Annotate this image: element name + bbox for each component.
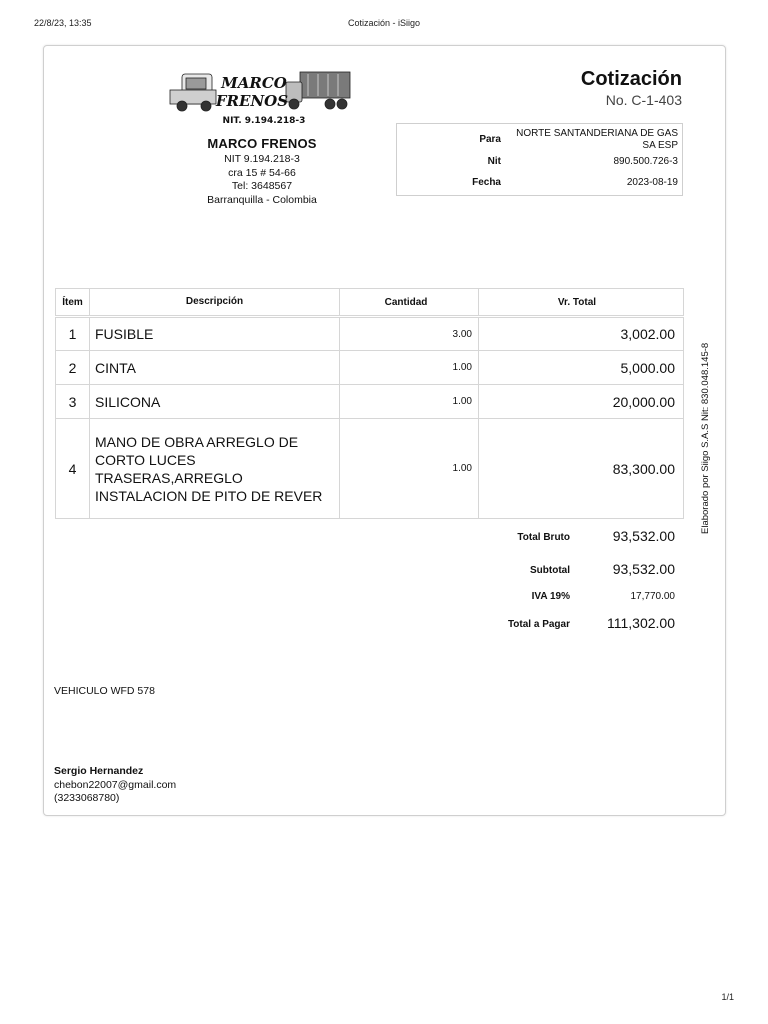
document-number: No. C-1-403 bbox=[605, 92, 682, 108]
row-description: CINTA bbox=[90, 351, 340, 385]
client-para-label: Para bbox=[479, 134, 501, 145]
total-pagar-row bbox=[464, 615, 683, 635]
header-item: Ítem bbox=[56, 289, 90, 316]
print-page-title: Cotización - iSiigo bbox=[347, 18, 421, 28]
logo-text-marco: MARCO bbox=[221, 74, 287, 92]
row-description: FUSIBLE bbox=[90, 318, 340, 351]
table-header-row bbox=[56, 289, 684, 316]
row-item: 2 bbox=[56, 351, 90, 385]
iva-row bbox=[464, 587, 683, 607]
total-bruto-label: Total Bruto bbox=[517, 532, 570, 543]
row-item: 1 bbox=[56, 318, 90, 351]
header-quantity: Cantidad bbox=[340, 289, 479, 316]
signer-email: chebon22007@gmail.com bbox=[54, 778, 177, 791]
total-bruto-value: 93,532.00 bbox=[612, 528, 675, 544]
logo-text-frenos: FRENOS bbox=[215, 92, 289, 110]
table-row bbox=[56, 419, 684, 519]
header-total: Vr. Total bbox=[479, 289, 684, 316]
signer-block bbox=[54, 765, 176, 806]
table-row bbox=[56, 318, 684, 351]
signer-name: Sergio Hernandez bbox=[54, 765, 144, 777]
client-fecha-label: Fecha bbox=[472, 177, 501, 188]
company-nit: NIT 9.194.218-3 bbox=[224, 153, 300, 165]
row-item: 3 bbox=[56, 385, 90, 419]
client-box bbox=[396, 123, 683, 196]
company-logo bbox=[168, 68, 354, 126]
company-city: Barranquilla - Colombia bbox=[207, 193, 317, 206]
row-quantity: 1.00 bbox=[340, 385, 479, 419]
logo-text-nit: NIT. 9.194.218-3 bbox=[222, 116, 306, 126]
document-title: Cotización bbox=[580, 68, 682, 90]
print-datetime: 22/8/23, 13:35 bbox=[34, 18, 92, 28]
row-quantity: 3.00 bbox=[340, 318, 479, 351]
client-para-value: NORTE SANTANDERIANA DE GAS SA ESP bbox=[516, 128, 678, 151]
row-quantity: 1.00 bbox=[340, 351, 479, 385]
totals-block bbox=[464, 528, 683, 635]
row-quantity: 1.00 bbox=[340, 419, 479, 519]
row-description: MANO DE OBRA ARREGLO DE CORTO LUCES TRASERAS,ARREGLO INSTALACION DE PITO DE REVER bbox=[90, 419, 340, 519]
quote-document bbox=[43, 45, 726, 816]
row-total: 5,000.00 bbox=[479, 351, 684, 385]
total-pagar-value: 111,302.00 bbox=[607, 615, 675, 631]
iva-label: IVA 19% bbox=[531, 591, 570, 602]
total-pagar-label: Total a Pagar bbox=[507, 619, 570, 630]
client-fecha-value: 2023-08-19 bbox=[626, 177, 678, 188]
subtotal-value: 93,532.00 bbox=[612, 561, 675, 577]
truck-logo-icon bbox=[168, 68, 354, 126]
total-bruto-row bbox=[464, 528, 683, 548]
side-note-text: Elaborado por Siigo S.A.S Nit: 830.048.145-8 bbox=[700, 342, 711, 534]
row-total: 20,000.00 bbox=[479, 385, 684, 419]
print-page-number: 1/1 bbox=[721, 992, 734, 1002]
row-description: SILICONA bbox=[90, 385, 340, 419]
company-info bbox=[184, 136, 340, 207]
subtotal-row bbox=[464, 561, 683, 581]
company-phone: Tel: 3648567 bbox=[231, 180, 293, 192]
client-nit-value: 890.500.726-3 bbox=[613, 156, 678, 167]
notes: VEHICULO WFD 578 bbox=[54, 685, 155, 697]
row-total: 3,002.00 bbox=[479, 318, 684, 351]
items-table bbox=[55, 288, 683, 519]
company-address: cra 15 # 54-66 bbox=[228, 166, 296, 179]
table-row bbox=[56, 385, 684, 419]
row-item: 4 bbox=[56, 419, 90, 519]
signer-phone: (3233068780) bbox=[54, 792, 120, 804]
row-total: 83,300.00 bbox=[479, 419, 684, 519]
iva-value: 17,770.00 bbox=[630, 591, 675, 602]
table-row bbox=[56, 351, 684, 385]
company-name: MARCO FRENOS bbox=[207, 136, 317, 151]
header-description: Descripción bbox=[90, 289, 340, 316]
client-nit-label: Nit bbox=[487, 156, 501, 167]
subtotal-label: Subtotal bbox=[530, 565, 570, 576]
